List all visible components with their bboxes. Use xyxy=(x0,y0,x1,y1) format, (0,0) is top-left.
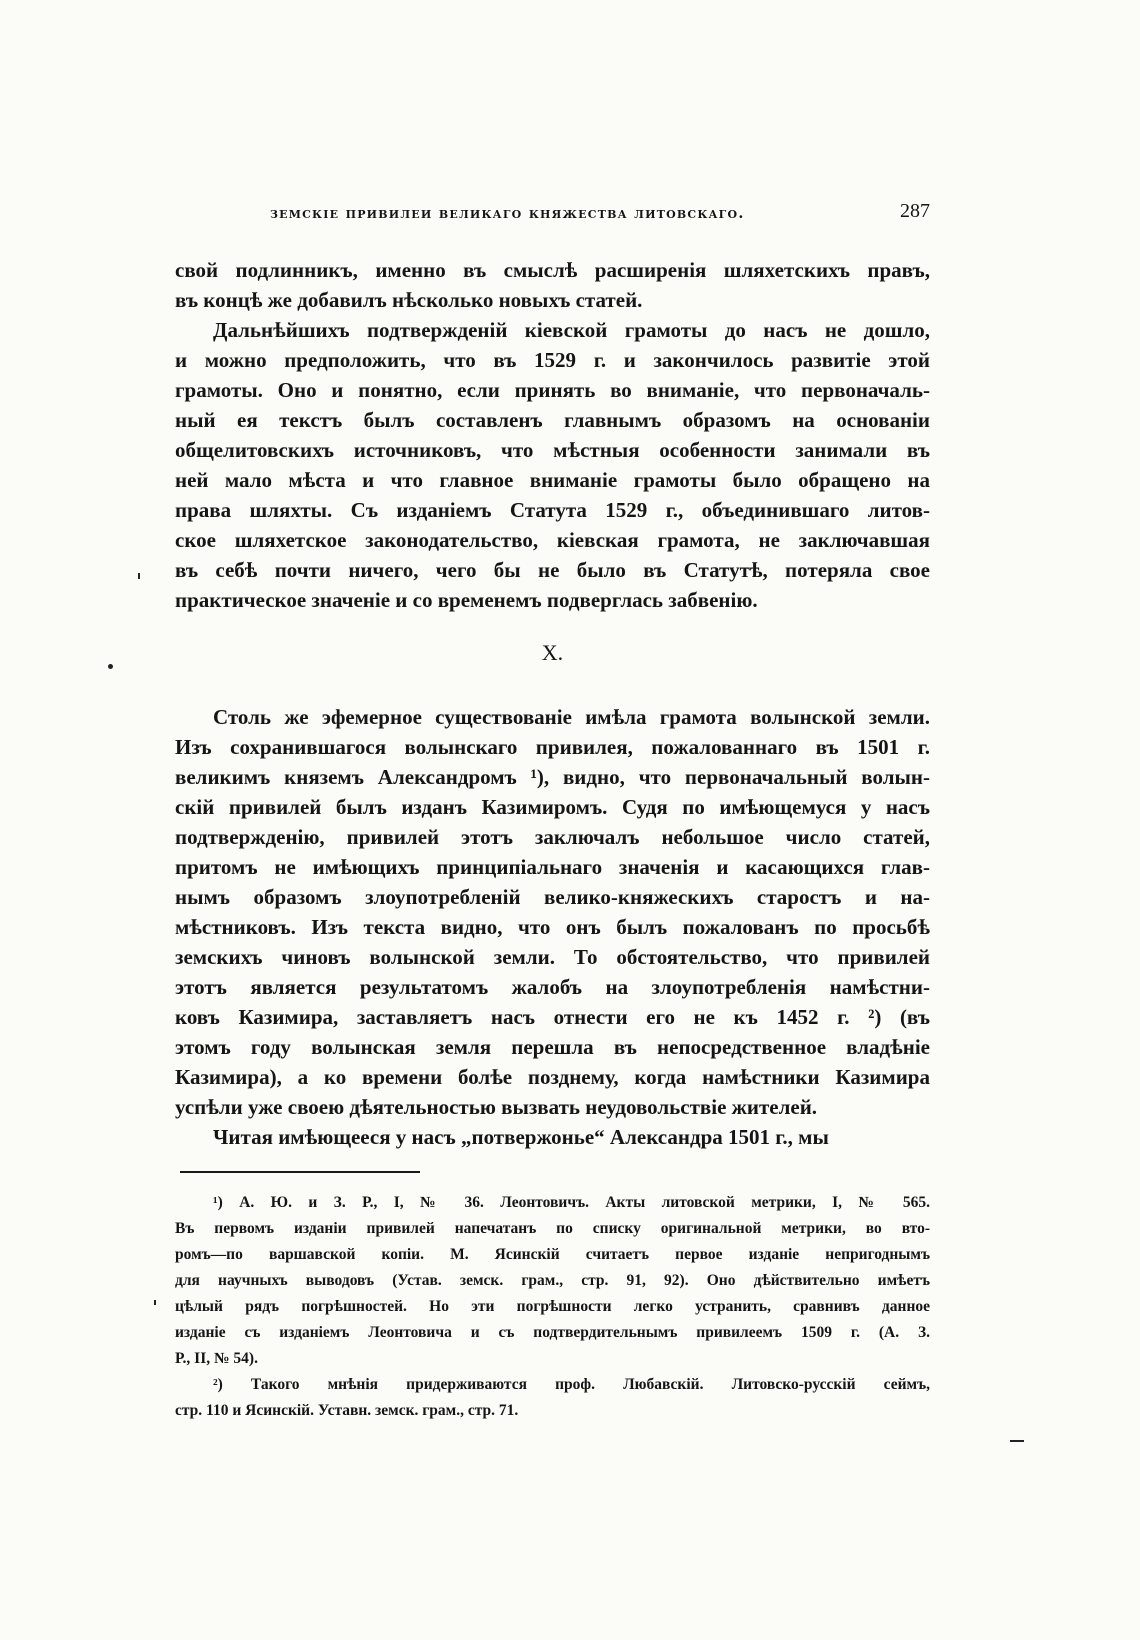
text-line: земскихъ чиновъ волынской земли. То обстоятельство, что привилей xyxy=(175,945,930,969)
text-line: скій привилей былъ изданъ Казимиромъ. Судя по имѣющемуся у насъ xyxy=(175,795,930,819)
text-line: притомъ не имѣющихъ принципіальнаго значенія и касающихся глав- xyxy=(175,855,930,879)
scan-speck xyxy=(108,664,113,669)
text-line: подтвержденію, привилей этотъ заключалъ небольшое число статей, xyxy=(175,825,930,849)
text-line: ный ея текстъ былъ составленъ главнымъ образомъ на основаніи xyxy=(175,408,930,432)
footnote-line: изданіе съ изданіемъ Леонтовича и съ подтвердительнымъ привилеемъ 1509 г. (А. З. xyxy=(175,1324,930,1341)
footnote-line: ромъ—по варшавской копіи. М. Ясинскій считаетъ первое изданіе непригоднымъ xyxy=(175,1246,930,1263)
scan-speck xyxy=(1010,1440,1024,1442)
text-line: ское шляхетское законодательство, кіевская грамота, не заключавшая xyxy=(175,528,930,552)
footnote-line: для научныхъ выводовъ (Устав. земск. грам., стр. 91, 92). Оно дѣйствительно имѣетъ xyxy=(175,1272,930,1289)
text-line: Изъ сохранившагося волынскаго привилея, пожалованнаго въ 1501 г. xyxy=(175,735,930,759)
footnote-line: цѣлый рядъ погрѣшностей. Но эти погрѣшности легко устранить, сравнивъ данное xyxy=(175,1298,930,1315)
text-line: въ концѣ же добавилъ нѣсколько новыхъ статей. xyxy=(175,288,643,312)
text-line: свой подлинникъ, именно въ смыслѣ расширенія шляхетскихъ правъ, xyxy=(175,258,930,282)
text-line: великимъ княземъ Александромъ ¹), видно, что первоначальный волын- xyxy=(175,765,930,789)
text-line: мѣстниковъ. Изъ текста видно, что онъ былъ пожалованъ по просьбѣ xyxy=(175,915,930,939)
main-text-bottom xyxy=(175,702,930,1152)
main-text-top xyxy=(175,255,930,615)
text-line: Казимира), а ко времени болѣе позднему, когда намѣстники Казимира xyxy=(175,1065,930,1089)
text-line: Столь же эфемерное существованіе имѣла грамота волынской земли. xyxy=(213,705,930,729)
text-line: ней мало мѣста и что главное вниманіе грамоты было обращено на xyxy=(175,468,930,492)
text-line: успѣли уже своею дѣятельностью вызвать неудовольствіе жителей. xyxy=(175,1095,818,1119)
footnote-line: ²) Такого мнѣнія придерживаются проф. Любавскій. Литовско-русскій сеймъ, xyxy=(213,1376,930,1393)
section-heading: X. xyxy=(541,640,564,665)
footnote-line: стр. 110 и Ясинскій. Уставн. земск. грам., стр. 71. xyxy=(175,1402,519,1419)
text-line: грамоты. Оно и понятно, если принять во вниманіе, что первоначаль- xyxy=(175,378,930,402)
text-line: въ себѣ почти ничего, чего бы не было въ Статутѣ, потеряла свое xyxy=(175,558,930,582)
footnote-line: Р., II, № 54). xyxy=(175,1350,258,1367)
text-line: и можно предположить, что въ 1529 г. и закончилось развитіе этой xyxy=(175,348,930,372)
text-line: Дальнѣйшихъ подтвержденій кіевской грамоты до насъ не дошло, xyxy=(213,318,930,342)
text-line: этомъ году волынская земля перешла въ непосредственное владѣніе xyxy=(175,1035,930,1059)
page-number: 287 xyxy=(900,200,930,222)
footnote-line: ¹) А. Ю. и З. Р., I, № 36. Леонтовичъ. Акты литовской метрики, I, № 565. xyxy=(213,1194,930,1211)
page-header xyxy=(175,200,930,230)
scan-speck xyxy=(138,573,140,579)
text-line: нымъ образомъ злоупотребленій велико-княжескихъ старостъ и на- xyxy=(175,885,930,909)
text-line: общелитовскихъ источниковъ, что мѣстныя особенности занимали въ xyxy=(175,438,930,462)
footnote-line: Въ первомъ изданіи привилей напечатанъ по списку оригинальной метрики, во вто- xyxy=(175,1220,930,1237)
footnote-separator xyxy=(180,1171,420,1173)
footnotes xyxy=(175,1190,930,1424)
text-line: практическое значеніе и со временемъ подверглась забвенію. xyxy=(175,588,758,612)
text-line: ковъ Казимира, заставляетъ насъ отнести его не къ 1452 г. ²) (въ xyxy=(175,1005,930,1029)
scan-speck xyxy=(154,1300,156,1305)
running-title: земскіе привилеи великаго княжества литовскаго. xyxy=(270,204,745,222)
text-line: этотъ является результатомъ жалобъ на злоупотребленія намѣстни- xyxy=(175,975,930,999)
text-line: права шляхты. Съ изданіемъ Статута 1529 г., объединившаго литов- xyxy=(175,498,930,522)
text-line: Читая имѣющееся у насъ „потвержонье“ Александра 1501 г., мы xyxy=(213,1125,829,1149)
